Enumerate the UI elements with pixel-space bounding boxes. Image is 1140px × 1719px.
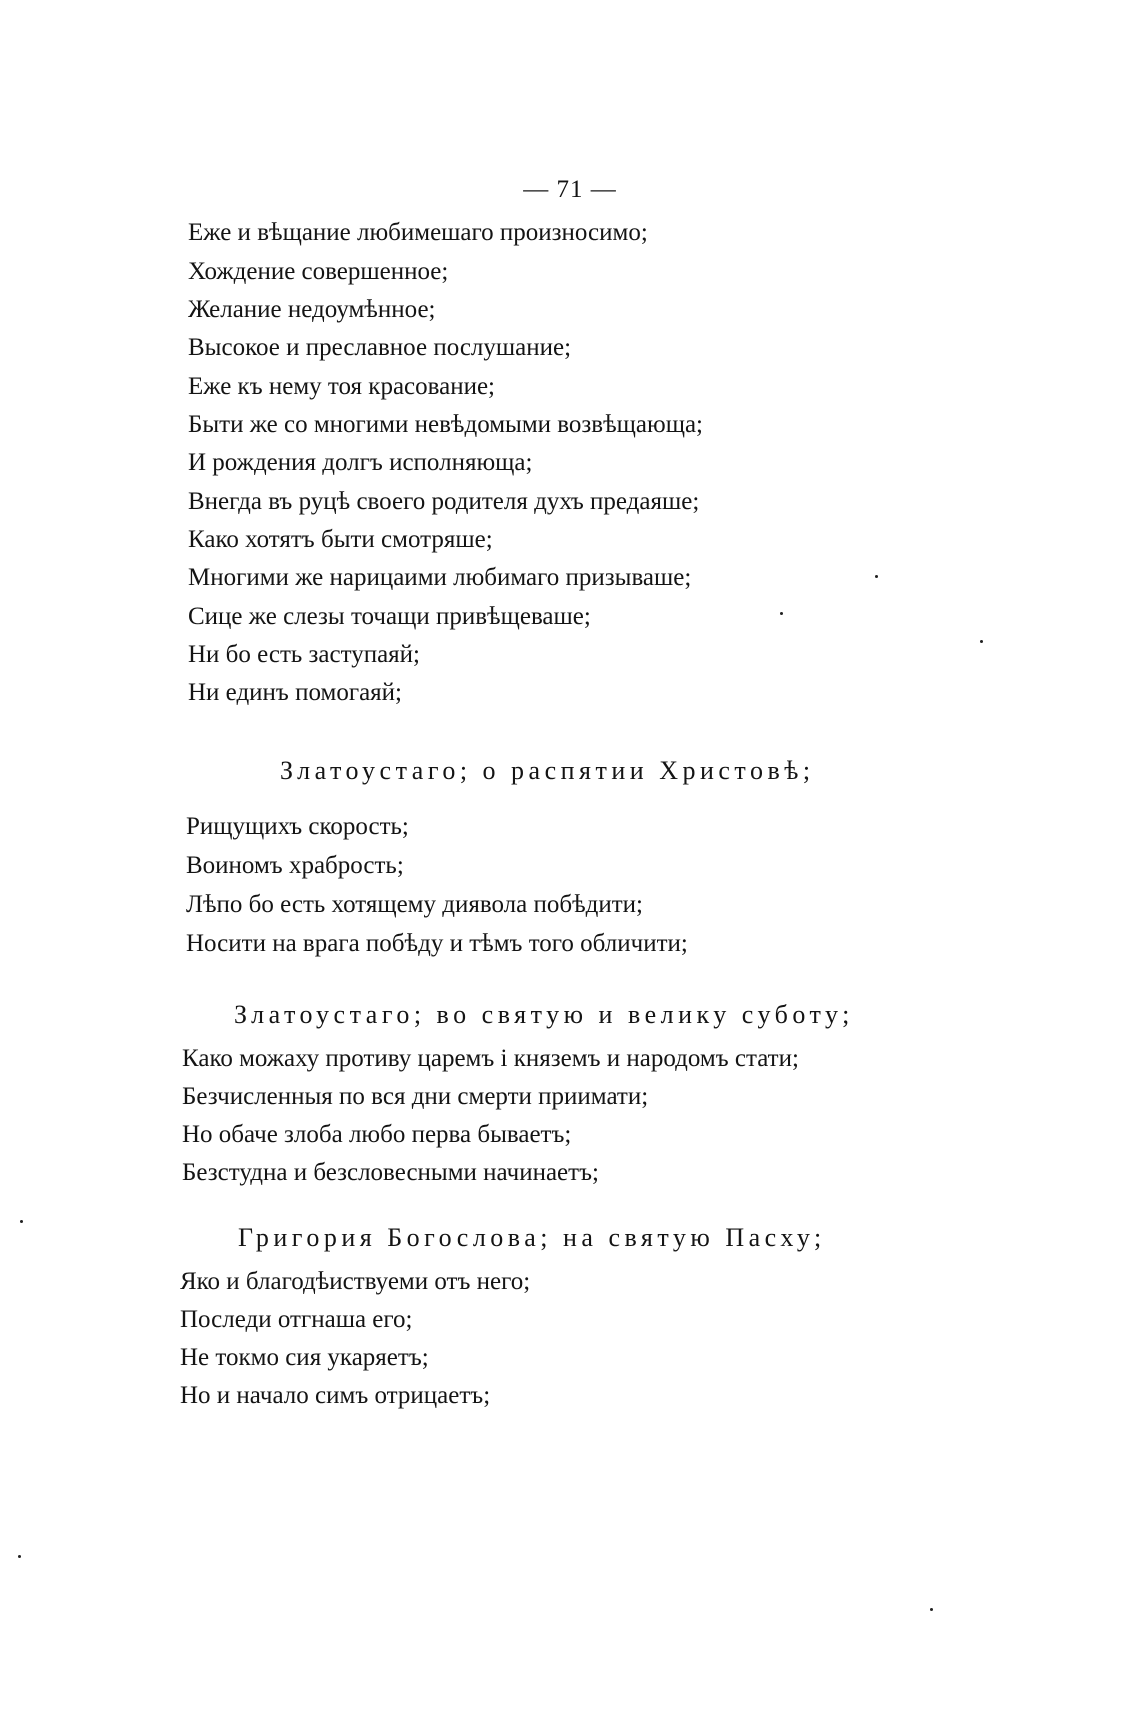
verse-line: Сице же слезы точащи привѣщеваше; (188, 603, 591, 630)
verse-line: Быти же со многими невѣдомыми возвѣщающа; (188, 411, 703, 438)
verse-line: Рищущихъ скорость; (186, 813, 409, 840)
verse-line: Многими же нарицаими любимаго призываше; (188, 564, 692, 591)
scan-speck (780, 612, 783, 615)
section-heading: Златоустаго; о распятии Христовѣ; (280, 756, 815, 785)
scan-speck (875, 575, 878, 578)
section-heading: Златоустаго; во святую и велику суботу; (234, 1000, 854, 1029)
verse-line: Еже и вѣщание любимешаго произносимо; (188, 219, 648, 246)
verse-line: Носити на врага побѣду и тѣмъ того обличити; (186, 930, 688, 957)
verse-line: Хождение совершенное; (188, 258, 449, 285)
verse-line: И рождения долгъ исполняюща; (188, 449, 533, 476)
verse-line: Высокое и преславное послушание; (188, 334, 572, 361)
verse-line: Желание недоумѣнное; (188, 296, 436, 323)
page-number: — 71 — (523, 176, 617, 203)
scan-speck (18, 1555, 21, 1558)
scan-speck (980, 640, 983, 643)
verse-line: Внегда въ руцѣ своего родителя духъ предаяше; (188, 488, 700, 515)
verse-line: Еже къ нему тоя красование; (188, 373, 496, 400)
verse-line: Како хотятъ быти смотряше; (188, 526, 493, 553)
verse-line: Но и начало симъ отрицаетъ; (180, 1382, 491, 1409)
verse-line: Како можаху противу царемъ і княземъ и народомъ стати; (182, 1045, 799, 1072)
section-heading: Григория Богослова; на святую Пасху; (238, 1223, 826, 1252)
scan-speck (930, 1608, 933, 1611)
verse-line: Не токмо сия укаряетъ; (180, 1344, 429, 1371)
verse-line: Но обаче злоба любо перва бываетъ; (182, 1121, 572, 1148)
verse-line: Безчисленныя по вся дни смерти приимати; (182, 1083, 649, 1110)
verse-line: Ни бо есть заступаяй; (188, 641, 421, 668)
verse-line: Воиномъ храбрость; (186, 852, 404, 879)
verse-line: Безстудна и безсловесными начинаетъ; (182, 1159, 599, 1186)
verse-line: Лѣпо бо есть хотящему диявола побѣдити; (186, 891, 643, 918)
scan-speck (20, 1220, 23, 1223)
verse-line: Ни единъ помогаяй; (188, 679, 403, 706)
verse-line: Последи отгнаша его; (180, 1306, 413, 1333)
verse-line: Яко и благодѣиствуеми отъ него; (180, 1268, 531, 1295)
